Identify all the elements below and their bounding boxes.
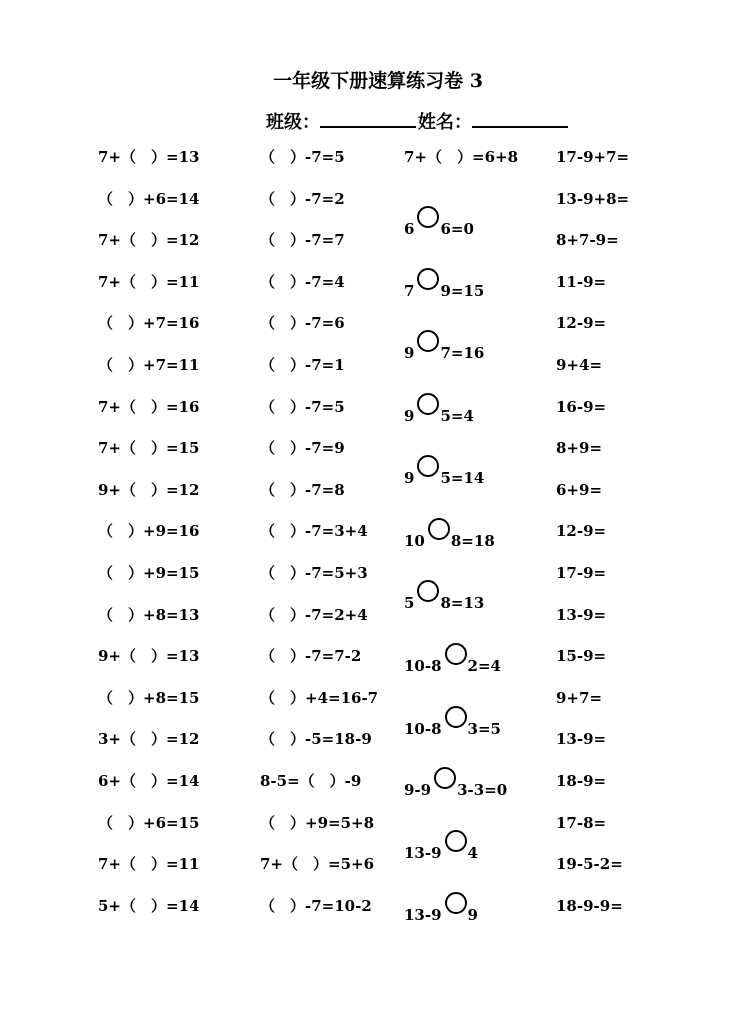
operator-right: 5=4 [440,407,474,425]
problem-item: （ ）-7=7 [260,231,345,249]
operator-problem [404,268,484,300]
operator-left: 10-8 [404,657,442,675]
operator-problem [404,518,495,550]
problem-item: （ ）-7=1 [260,356,345,374]
problem-item: 15-9= [556,647,607,665]
problem-item: 7+（ ）=5+6 [260,855,375,873]
answer-circle[interactable] [445,892,467,914]
operator-right: 9 [467,906,478,924]
operator-problem [404,148,518,166]
problem-item: （ ）-7=2+4 [260,606,368,624]
problem-item: 11-9= [556,273,607,291]
name-label: 姓名： [418,112,472,133]
operator-problem [404,767,507,799]
answer-circle[interactable] [428,518,450,540]
operator-problem [404,706,501,738]
operator-right: 3-3=0 [457,781,508,799]
problem-item: （ ）+8=15 [98,689,200,707]
problem-item: 9+7= [556,689,603,707]
problem-item: 7+（ ）=16 [98,398,200,416]
answer-circle[interactable] [417,206,439,228]
operator-problem [404,393,474,425]
problem-item: （ ）+6=14 [98,190,200,208]
operator-left: 9 [404,407,415,425]
problem-item: 7+（ ）=15 [98,439,200,457]
problem-item: （ ）+9=16 [98,522,200,540]
problem-item: 18-9= [556,772,607,790]
problem-item: 16-9= [556,398,607,416]
problem-item: 7+（ ）=11 [98,273,200,291]
problem-item: （ ）-5=18-9 [260,730,372,748]
operator-left: 10-8 [404,720,442,738]
problem-item: 6+9= [556,481,603,499]
problem-item: 5+（ ）=14 [98,897,200,915]
problem-item: （ ）+9=5+8 [260,814,375,832]
operator-right: 8=18 [450,532,495,550]
operator-left: 5 [404,594,415,612]
operator-left: 9 [404,344,415,362]
operator-left: 7 [404,282,415,300]
class-blank[interactable] [320,110,416,128]
operator-left: 6 [404,220,415,238]
operator-problem [404,206,474,238]
problem-item: （ ）-7=4 [260,273,345,291]
problem-item: （ ）+6=15 [98,814,200,832]
problem-item: 19-5-2= [556,855,623,873]
operator-problem [404,455,484,487]
answer-circle[interactable] [417,330,439,352]
problem-item: 17-9= [556,564,607,582]
answer-circle[interactable] [445,830,467,852]
problem-item: 8-5=（ ）-9 [260,772,362,790]
operator-left: 13-9 [404,906,442,924]
problem-item: 8+9= [556,439,603,457]
problem-item: （ ）-7=9 [260,439,345,457]
answer-circle[interactable] [445,706,467,728]
operator-problem [404,643,501,675]
operator-problem [404,580,484,612]
answer-circle[interactable] [417,268,439,290]
operator-right: 2=4 [467,657,501,675]
problem-item: 13-9= [556,730,607,748]
operator-problem [404,330,484,362]
problem-item: 8+7-9= [556,231,619,249]
problem-item: （ ）+7=11 [98,356,200,374]
operator-right: 9=15 [440,282,485,300]
operator-right: 4 [467,844,478,862]
problem-item: （ ）-7=8 [260,481,345,499]
name-blank[interactable] [472,110,568,128]
operator-right: 5=14 [440,469,485,487]
operator-right: 8=13 [440,594,485,612]
answer-circle[interactable] [417,580,439,602]
problem-item: （ ）-7=2 [260,190,345,208]
problem-item: 13-9+8= [556,190,630,208]
problem-item: 9+4= [556,356,603,374]
problem-item: 9+（ ）=13 [98,647,200,665]
student-info [266,108,570,134]
operator-right: 6=0 [440,220,474,238]
problem-item: 17-8= [556,814,607,832]
problem-item: （ ）+8=13 [98,606,200,624]
operator-problem [404,892,478,924]
class-label: 班级： [266,112,320,133]
answer-circle[interactable] [434,767,456,789]
problem-item: 3+（ ）=12 [98,730,200,748]
answer-circle[interactable] [417,393,439,415]
problem-item: （ ）-7=5+3 [260,564,368,582]
operator-left: 10 [404,532,425,550]
problem-item: 17-9+7= [556,148,630,166]
problem-item: 6+（ ）=14 [98,772,200,790]
problem-item: （ ）+9=15 [98,564,200,582]
problem-item: 7+（ ）=11 [98,855,200,873]
problem-item: （ ）+7=16 [98,314,200,332]
operator-right: 7=16 [440,344,485,362]
problem-item: 12-9= [556,522,607,540]
problem-item: （ ）-7=10-2 [260,897,372,915]
operator-right: 3=5 [467,720,501,738]
operator-left: 13-9 [404,844,442,862]
problem-item: 18-9-9= [556,897,623,915]
problem-item: （ ）-7=3+4 [260,522,368,540]
problem-item: （ ）-7=6 [260,314,345,332]
problem-item: （ ）-7=5 [260,148,345,166]
problem-item: （ ）+4=16-7 [260,689,379,707]
operator-left: 9-9 [404,781,432,799]
problem-item: （ ）-7=7-2 [260,647,362,665]
problem-item: 12-9= [556,314,607,332]
answer-circle[interactable] [445,643,467,665]
page-title: 一年级下册速算练习卷 3 [273,70,483,92]
operator-left: 9 [404,469,415,487]
problem-item: （ ）-7=5 [260,398,345,416]
problem-item: 7+（ ）=12 [98,231,200,249]
operator-problem [404,830,478,862]
operator-left: 7+（ ）=6+8 [404,148,519,166]
problem-item: 13-9= [556,606,607,624]
answer-circle[interactable] [417,455,439,477]
problem-item: 7+（ ）=13 [98,148,200,166]
problem-item: 9+（ ）=12 [98,481,200,499]
